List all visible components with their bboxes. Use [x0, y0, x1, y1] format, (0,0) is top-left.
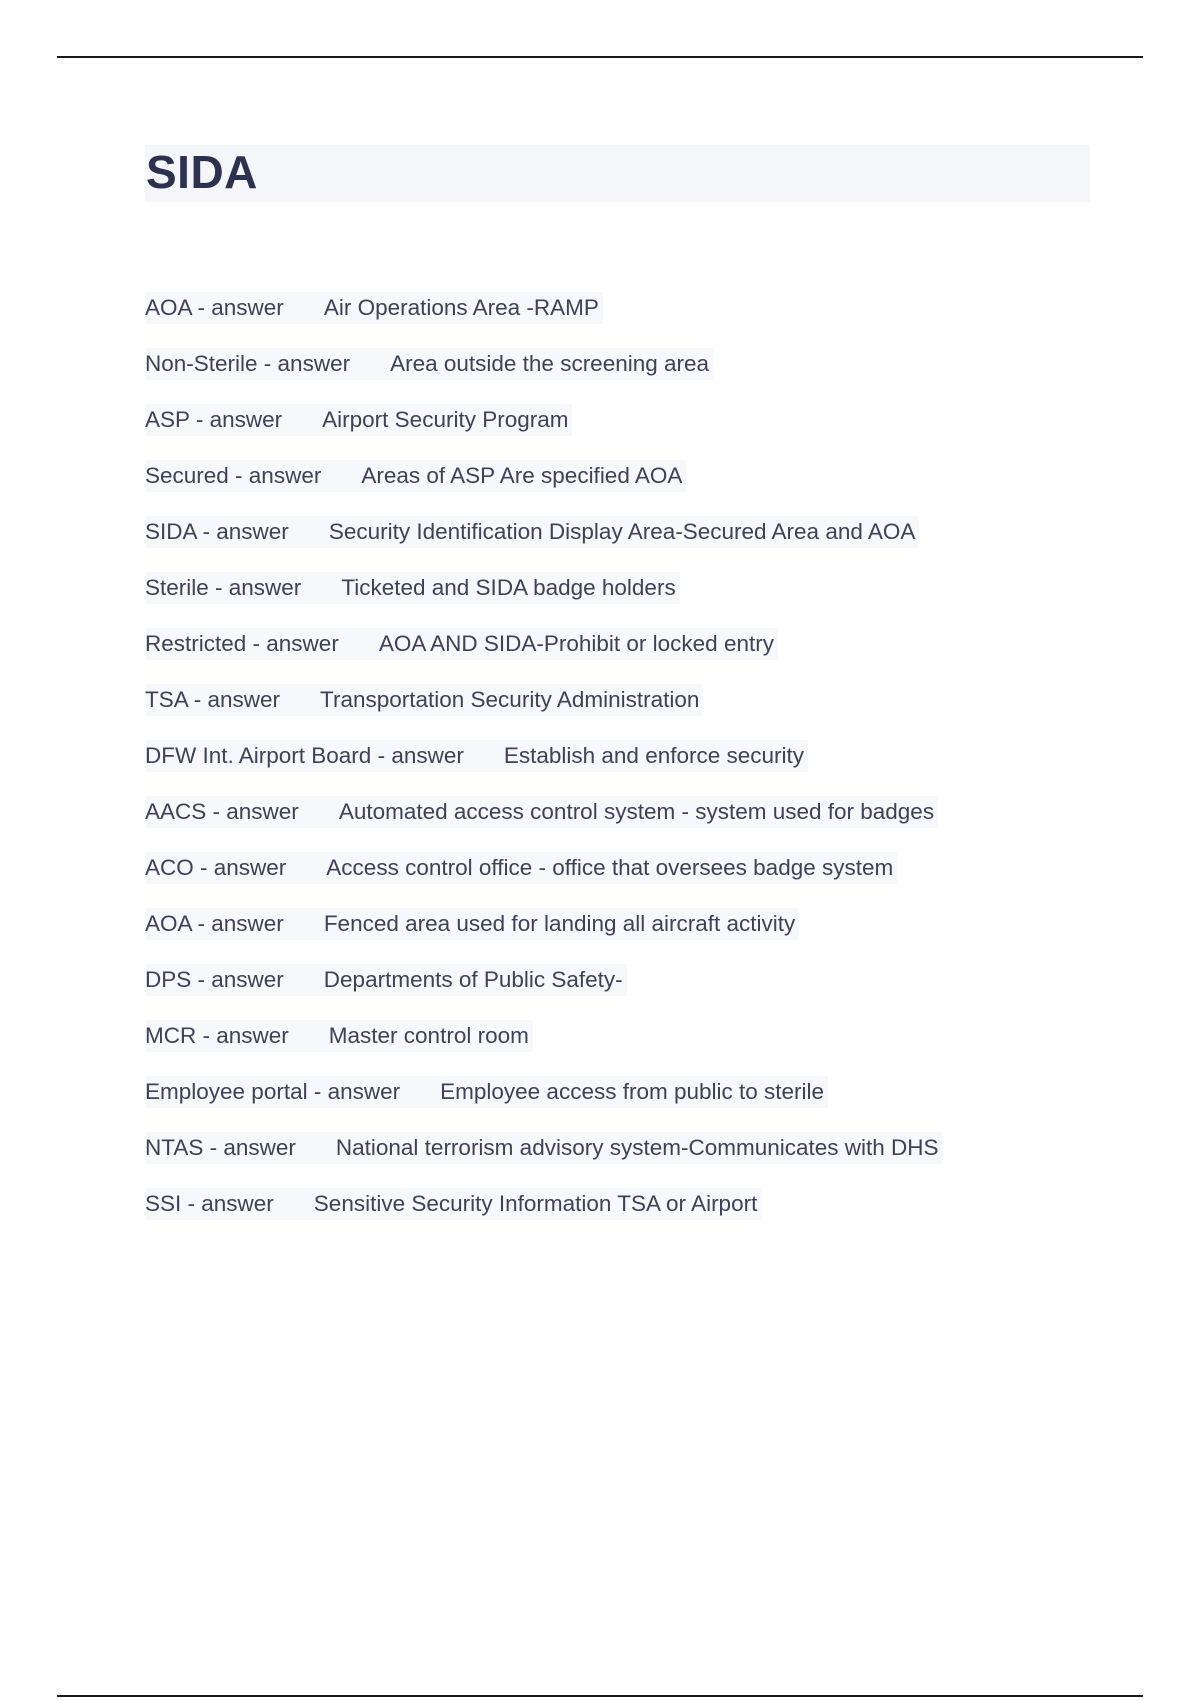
list-item [145, 1176, 1045, 1232]
list-item [145, 840, 1045, 896]
term-text: Non-Sterile - answer [145, 348, 390, 380]
term-text: AOA - answer [145, 292, 324, 324]
term-text: TSA - answer [145, 684, 320, 716]
list-item [145, 560, 1045, 616]
definition-text: Departments of Public Safety- [324, 964, 627, 996]
bottom-rule [57, 1695, 1143, 1697]
definition-text: Ticketed and SIDA badge holders [341, 572, 679, 604]
term-text: Employee portal - answer [145, 1076, 440, 1108]
term-text: AOA - answer [145, 908, 324, 940]
title-band [145, 145, 1090, 202]
term-text: NTAS - answer [145, 1132, 336, 1164]
term-text: SSI - answer [145, 1188, 314, 1220]
term-text: DFW Int. Airport Board - answer [145, 740, 504, 772]
term-text: SIDA - answer [145, 516, 329, 548]
definition-text: Security Identification Display Area-Secured Area and AOA [329, 516, 920, 548]
list-item [145, 448, 1045, 504]
definition-text: Automated access control system - system used for badges [339, 796, 938, 828]
definition-text: Master control room [329, 1020, 533, 1052]
definition-text: Areas of ASP Are specified AOA [361, 460, 686, 492]
list-item [145, 896, 1045, 952]
definition-text: AOA AND SIDA-Prohibit or locked entry [379, 628, 778, 660]
definition-text: Employee access from public to sterile [440, 1076, 828, 1108]
list-item [145, 1008, 1045, 1064]
term-text: ASP - answer [145, 404, 322, 436]
page-title: SIDA [146, 146, 258, 198]
list-item [145, 728, 1045, 784]
list-item [145, 616, 1045, 672]
list-item [145, 392, 1045, 448]
list-item [145, 784, 1045, 840]
term-text: Sterile - answer [145, 572, 341, 604]
definition-text: Sensitive Security Information TSA or Airport [314, 1188, 762, 1220]
list-item [145, 1064, 1045, 1120]
definition-text: Area outside the screening area [390, 348, 713, 380]
definition-text: Transportation Security Administration [320, 684, 703, 716]
qa-list [145, 280, 1045, 1232]
term-text: ACO - answer [145, 852, 326, 884]
definition-text: Fenced area used for landing all aircraft activity [324, 908, 800, 940]
list-item [145, 1120, 1045, 1176]
definition-text: Airport Security Program [322, 404, 572, 436]
definition-text: Access control office - office that oversees badge system [326, 852, 897, 884]
term-text: DPS - answer [145, 964, 324, 996]
term-text: Restricted - answer [145, 628, 379, 660]
definition-text: National terrorism advisory system-Communicates with DHS [336, 1132, 943, 1164]
top-rule [57, 56, 1143, 58]
list-item [145, 504, 1045, 560]
term-text: AACS - answer [145, 796, 339, 828]
list-item [145, 952, 1045, 1008]
term-text: Secured - answer [145, 460, 361, 492]
definition-text: Air Operations Area -RAMP [324, 292, 603, 324]
term-text: MCR - answer [145, 1020, 329, 1052]
list-item [145, 672, 1045, 728]
list-item [145, 280, 1045, 336]
list-item [145, 336, 1045, 392]
definition-text: Establish and enforce security [504, 740, 808, 772]
